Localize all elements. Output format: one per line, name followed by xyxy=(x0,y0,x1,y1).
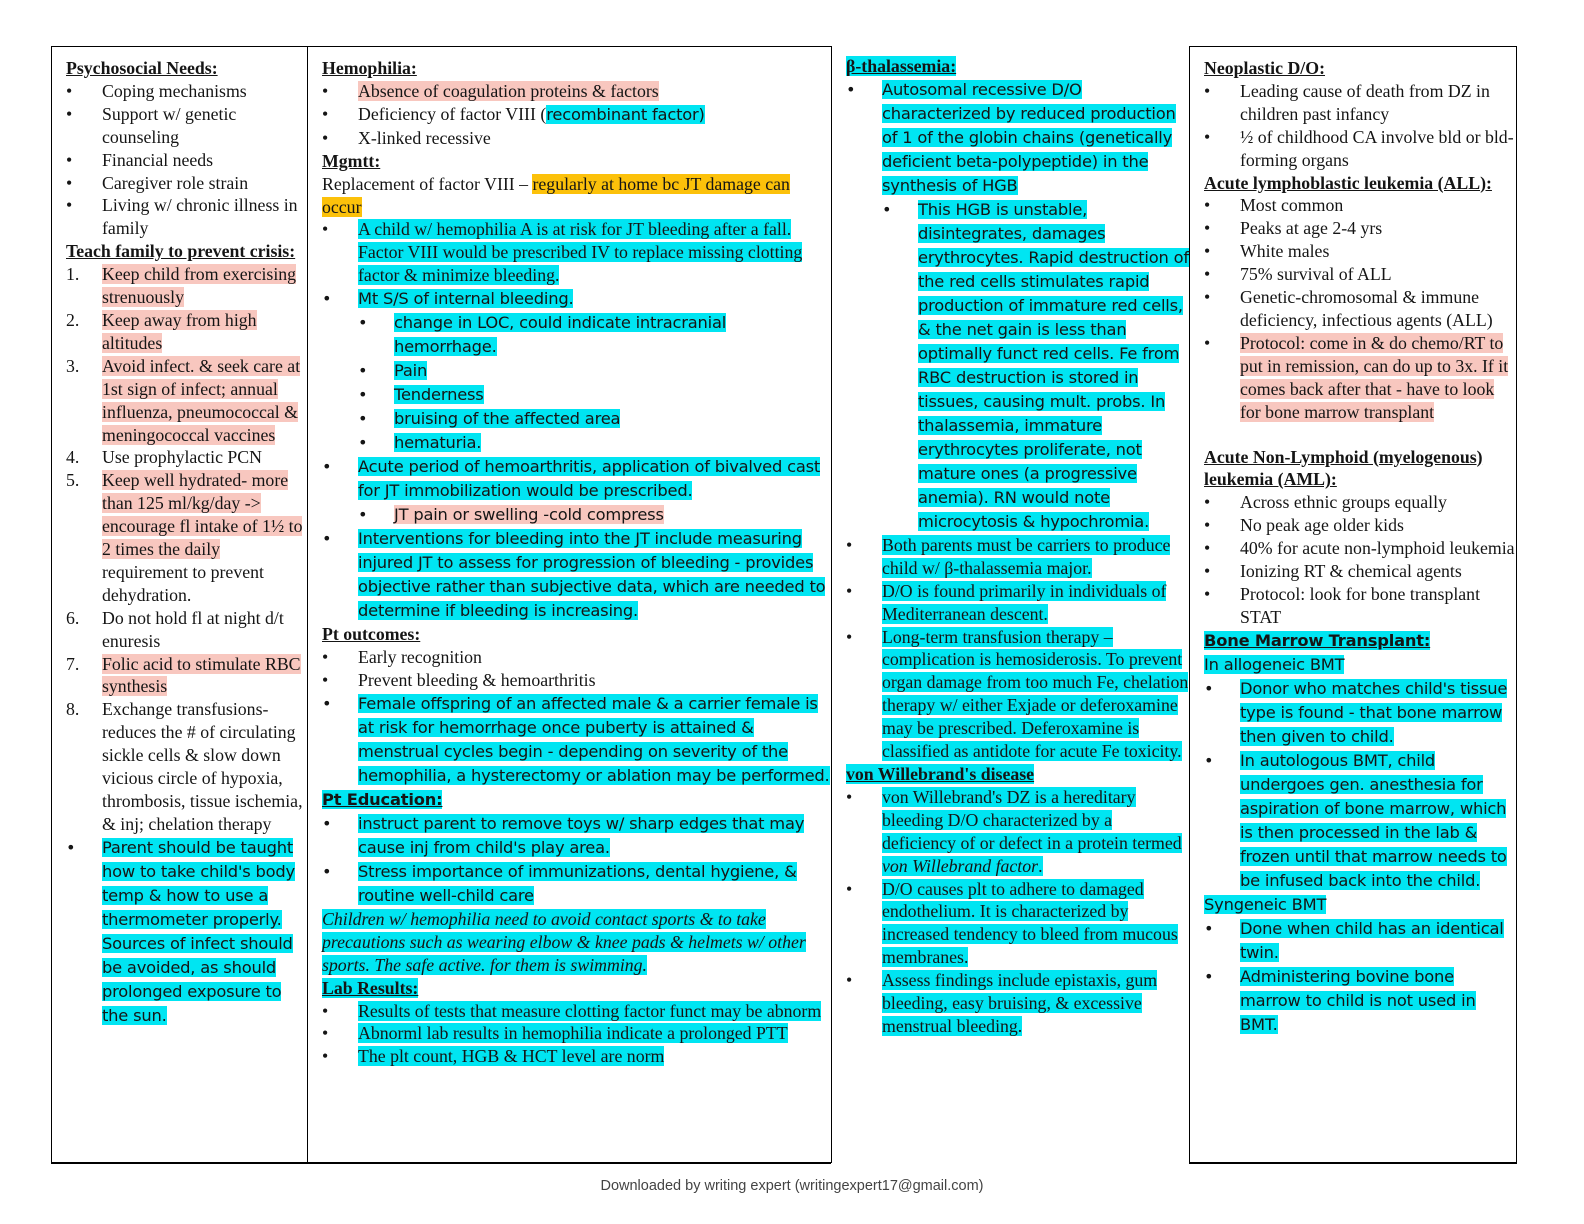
section-heading xyxy=(322,977,831,1000)
list-item-text xyxy=(1240,514,1516,537)
list-item-text xyxy=(1240,80,1516,126)
highlighted-text: Parent should be taught how to take child's body temp & how to use a thermometer properly. Sources of infect should be avoided, as should prolonged exposure to the sun. xyxy=(102,837,295,1025)
list-item xyxy=(846,78,1189,198)
bullet-icon: • xyxy=(322,669,329,690)
list-item-text xyxy=(358,812,831,860)
column-psychosocial xyxy=(51,46,307,1164)
bullet-icon: • xyxy=(322,813,332,833)
bullet-icon: • xyxy=(1204,218,1211,239)
section-heading-text: von Willebrand's disease xyxy=(846,763,1035,784)
list-item xyxy=(1204,286,1516,332)
list-item xyxy=(66,172,307,195)
list-item xyxy=(846,534,1189,580)
list-item xyxy=(322,646,831,669)
bullet-icon: • xyxy=(358,409,368,429)
list-item-text xyxy=(102,653,307,699)
section-heading xyxy=(322,57,831,80)
list-item xyxy=(66,194,307,240)
highlighted-text: Long-term transfusion therapy – complication is hemosiderosis. To prevent organ damage from too much Fe, chelation therapy w/ either Exjade or deferoxamine may be prescribed. Deferoxamine is classified as antidote for acute Fe toxicity. xyxy=(882,626,1189,762)
highlighted-text: Interventions for bleeding into the JT include measuring injured JT to assess for progression of bleeding - provides objective rather than subjective data, which are needed to determine if bleeding is increasing. xyxy=(358,529,826,621)
highlighted-text: A child w/ hemophilia A is at risk for JT bleeding after a fall. Factor VIII would be prescribed IV to replace missing clotting factor & minimize bleeding. xyxy=(358,219,803,286)
bullet-icon: • xyxy=(322,80,329,101)
bullet-icon: • xyxy=(66,149,73,170)
sub-list-item xyxy=(322,503,831,527)
bullet-icon: • xyxy=(1204,126,1211,147)
list-item xyxy=(322,860,831,908)
list-number: 2. xyxy=(66,309,80,330)
list-item xyxy=(1204,217,1516,240)
highlighted-text: hematuria. xyxy=(394,433,482,453)
highlighted-text: Abnorml lab results in hemophilia indicate a prolonged PTT xyxy=(358,1023,788,1044)
paragraph xyxy=(322,173,831,219)
bullet-icon: • xyxy=(322,457,332,477)
text-run: Caregiver role strain xyxy=(102,172,249,193)
section-heading xyxy=(846,763,1189,786)
list-item-text xyxy=(358,1000,831,1023)
bullet-icon: • xyxy=(1204,538,1211,559)
section-heading xyxy=(66,240,307,263)
list-item-text xyxy=(102,149,307,172)
highlighted-text: Pain xyxy=(394,361,428,381)
list-item-text xyxy=(358,646,831,669)
highlighted-text: regularly at home bc JT damage can occur xyxy=(322,173,790,217)
list-item-text xyxy=(358,455,831,503)
list-number: 8. xyxy=(66,699,80,720)
bullet-icon: • xyxy=(1204,287,1211,308)
list-item xyxy=(1204,80,1516,126)
list-item xyxy=(322,455,831,503)
text-run: Financial needs xyxy=(102,149,214,170)
list-item-text xyxy=(882,969,1189,1038)
list-number: 7. xyxy=(66,653,80,674)
list-item-text xyxy=(102,80,307,103)
bullet-icon: • xyxy=(66,195,73,216)
text-run: Peaks at age 2-4 yrs xyxy=(1240,218,1383,239)
highlighted-text: Administering bovine bone marrow to child is not used in BMT. xyxy=(1240,966,1476,1034)
list-item xyxy=(322,103,831,127)
list-item xyxy=(322,1022,831,1045)
highlighted-text: Keep child from exercising strenuously xyxy=(102,264,297,308)
list-item-text xyxy=(102,469,307,606)
list-item xyxy=(66,469,307,606)
list-item xyxy=(846,969,1189,1038)
text-run: ½ of childhood CA involve bld or bld-forming organs xyxy=(1240,126,1514,170)
bullet-icon: • xyxy=(322,529,332,549)
list-item-text xyxy=(358,287,831,311)
list-item xyxy=(846,580,1189,626)
section-heading-text: Neoplastic D/O: xyxy=(1204,58,1325,78)
section-heading-text: Psychosocial Needs: xyxy=(66,58,218,78)
list-item xyxy=(66,149,307,172)
list-item-text xyxy=(394,311,831,359)
bullet-icon: • xyxy=(322,219,329,240)
column-thalassemia xyxy=(831,46,1189,1163)
list-item-text xyxy=(394,503,831,527)
highlighted-text: Syngeneic BMT xyxy=(1204,894,1327,914)
list-item xyxy=(66,607,307,653)
bullet-icon: • xyxy=(358,385,368,405)
section-heading xyxy=(846,55,1189,78)
text-run: Genetic-chromosomal & immune deficiency, infectious agents (ALL) xyxy=(1240,287,1493,330)
highlighted-text: Autosomal recessive D/O characterized by reduced production of 1 of the globin chains (genetically deficient beta-polypeptide) in the synthesis of HGB xyxy=(882,79,1176,195)
list-item-text xyxy=(1240,583,1516,629)
list-item xyxy=(1204,263,1516,286)
highlighted-text: instruct parent to remove toys w/ sharp edges that may cause inj from child's play area. xyxy=(358,813,805,857)
list-item xyxy=(1204,332,1516,424)
list-item xyxy=(66,309,307,355)
highlighted-text: von Willebrand factor xyxy=(882,855,1039,876)
list-item-text xyxy=(1240,194,1516,217)
text-run: 75% survival of ALL xyxy=(1240,264,1392,285)
list-item xyxy=(1204,194,1516,217)
list-item xyxy=(846,626,1189,763)
list-item xyxy=(1204,126,1516,172)
bullet-icon: • xyxy=(1204,241,1211,262)
highlighted-text: In allogeneic BMT xyxy=(1204,654,1345,674)
section-heading xyxy=(1204,57,1516,80)
bullet-icon: • xyxy=(322,1046,329,1067)
highlighted-text: Protocol: come in & do chemo/RT to put in remission, can do up to 3x. If it comes back after that - have to look for bone marrow transplant xyxy=(1240,332,1509,422)
list-item xyxy=(66,103,307,149)
list-item xyxy=(1204,917,1516,965)
highlighted-text: Done when child has an identical twin. xyxy=(1240,918,1504,962)
section-heading-text: Bone Marrow Transplant: xyxy=(1204,630,1431,650)
list-item-text xyxy=(1240,537,1516,560)
list-item-text xyxy=(1240,263,1516,286)
list-item-text xyxy=(394,431,831,455)
text-run: Deficiency of factor VIII ( xyxy=(358,103,547,124)
list-number: 4. xyxy=(66,447,80,468)
list-item xyxy=(322,812,831,860)
bullet-icon: • xyxy=(1204,678,1214,698)
list-item xyxy=(1204,491,1516,514)
list-item-text xyxy=(358,1045,831,1068)
section-heading-text: Acute Non-Lymphoid (myelogenous) leukemia (AML): xyxy=(1204,446,1483,490)
list-item-text xyxy=(358,127,831,150)
list-item-text xyxy=(394,407,831,431)
highlighted-text: Tenderness xyxy=(394,385,484,405)
list-item-text xyxy=(102,194,307,240)
list-item-text xyxy=(1240,491,1516,514)
bullet-icon: • xyxy=(1204,80,1211,101)
list-item-text xyxy=(358,669,831,692)
bullet-icon: • xyxy=(66,837,76,857)
bullet-icon: • xyxy=(66,172,73,193)
paragraph xyxy=(1204,653,1516,677)
bullet-icon: • xyxy=(1204,750,1214,770)
list-item xyxy=(322,218,831,287)
section-heading-text: Pt outcomes: xyxy=(322,624,421,645)
bullet-icon: • xyxy=(1204,966,1214,986)
list-number: 3. xyxy=(66,355,80,376)
text-run: Support w/ genetic counseling xyxy=(102,103,237,147)
list-item-text xyxy=(102,172,307,195)
highlighted-text: In autologous BMT, child undergoes gen. anesthesia for aspiration of bone marrow, which is then processed in the lab & frozen until that marrow needs to be infused back into the child. xyxy=(1240,750,1507,890)
text-run: 40% for acute non-lymphoid leukemia xyxy=(1240,538,1515,559)
list-item xyxy=(66,355,307,447)
list-item-text xyxy=(102,103,307,149)
list-item xyxy=(66,836,307,1028)
download-footer: Downloaded by writing expert (writingexpert17@gmail.com) xyxy=(600,1178,984,1194)
list-item-text xyxy=(882,626,1189,763)
list-item xyxy=(1204,560,1516,583)
text-run: White males xyxy=(1240,241,1330,262)
list-item xyxy=(1204,537,1516,560)
column-neoplastic xyxy=(1189,46,1517,1164)
bullet-icon: • xyxy=(1204,561,1211,582)
bullet-icon: • xyxy=(846,79,856,99)
bullet-icon: • xyxy=(358,313,368,333)
list-item xyxy=(846,878,1189,970)
section-heading-text: Acute lymphoblastic leukemia (ALL): xyxy=(1204,172,1492,193)
list-item xyxy=(1204,240,1516,263)
sub-list-item xyxy=(322,431,831,455)
list-item-text xyxy=(1240,917,1516,965)
paragraph xyxy=(1204,893,1516,917)
list-item-text xyxy=(102,607,307,653)
bullet-icon: • xyxy=(1204,332,1211,353)
highlighted-text: The plt count, HGB & HCT level are norm xyxy=(358,1046,665,1067)
list-item xyxy=(66,263,307,309)
bullet-icon: • xyxy=(322,1023,329,1044)
highlighted-text: Donor who matches child's tissue type is found - that bone marrow then given to child. xyxy=(1240,678,1508,746)
bullet-icon: • xyxy=(1204,515,1211,536)
section-heading xyxy=(322,623,831,646)
list-item-text xyxy=(102,698,307,835)
study-sheet xyxy=(51,46,1517,1164)
list-item xyxy=(846,786,1189,878)
highlighted-text: D/O is found primarily in individuals of Mediterranean descent. xyxy=(882,580,1167,624)
highlighted-text: . xyxy=(1038,855,1043,876)
list-item xyxy=(1204,514,1516,537)
bullet-icon: • xyxy=(846,626,853,647)
list-item-text xyxy=(358,860,831,908)
list-item xyxy=(66,698,307,835)
bullet-icon: • xyxy=(846,786,853,807)
text-run: Exchange transfusions- reduces the # of circulating sickle cells & slow down vicious circle of hypoxia, thrombosis, tissue ischemia, & inj; chelation therapy xyxy=(102,699,303,834)
bullet-icon: • xyxy=(1204,492,1211,513)
list-item-text xyxy=(394,383,831,407)
sub-list-item xyxy=(322,407,831,431)
list-item-text xyxy=(102,263,307,309)
highlighted-text: bruising of the affected area xyxy=(394,409,621,429)
list-item-text xyxy=(358,218,831,287)
list-item xyxy=(322,80,831,103)
text-run: Protocol: look for bone transplant STAT xyxy=(1240,583,1481,627)
list-item-text xyxy=(102,309,307,355)
bullet-icon: • xyxy=(1204,264,1211,285)
list-item-text xyxy=(882,78,1189,198)
list-item xyxy=(322,527,831,623)
column-hemophilia xyxy=(307,46,831,1164)
list-item xyxy=(66,80,307,103)
list-item xyxy=(322,669,831,692)
list-item-text xyxy=(358,80,831,103)
list-item xyxy=(322,692,831,788)
list-item-text xyxy=(1240,965,1516,1037)
text-run: Do not hold fl at night d/t enuresis xyxy=(102,607,284,651)
sub-list-item xyxy=(322,311,831,359)
list-item xyxy=(322,287,831,311)
bullet-icon: • xyxy=(66,80,73,101)
list-item xyxy=(66,653,307,699)
section-heading xyxy=(322,788,831,812)
list-item-text xyxy=(1240,126,1516,172)
list-item-text xyxy=(102,446,307,469)
text-run: Leading cause of death from DZ in children past infancy xyxy=(1240,80,1490,124)
section-heading xyxy=(66,57,307,80)
list-item-text xyxy=(1240,217,1516,240)
sub-list-item xyxy=(322,359,831,383)
sub-list-item xyxy=(322,383,831,407)
list-item-text xyxy=(358,527,831,623)
highlighted-text: Keep well hydrated- more than 125 ml/kg/day -> xyxy=(102,470,289,514)
bullet-icon: • xyxy=(358,505,368,525)
text-run: Across ethnic groups equally xyxy=(1240,492,1447,513)
section-heading-text: Pt Education: xyxy=(322,789,443,809)
section-heading xyxy=(322,150,831,173)
highlighted-text: Mt S/S of internal bleeding. xyxy=(358,289,574,309)
bullet-icon: • xyxy=(322,127,329,148)
highlighted-text: D/O causes plt to adhere to damaged endothelium. It is characterized by increased tendency to bleed from mucous membranes. xyxy=(882,878,1178,968)
text-run: Early recognition xyxy=(358,647,482,668)
section-heading xyxy=(1204,446,1516,492)
list-item xyxy=(1204,749,1516,893)
section-heading-text: Mgmtt: xyxy=(322,150,381,171)
list-item-text xyxy=(1240,749,1516,893)
highlighted-text: Keep away from high altitudes xyxy=(102,309,257,353)
highlighted-text: Results of tests that measure clotting factor funct may be abnorm xyxy=(358,1000,822,1021)
list-item-text xyxy=(1240,286,1516,332)
text-run: Replacement of factor VIII – xyxy=(322,173,533,194)
bullet-icon: • xyxy=(846,878,853,899)
text-run: requirement to prevent dehydration. xyxy=(102,561,264,605)
list-item-text xyxy=(102,355,307,447)
bullet-icon: • xyxy=(322,861,332,881)
highlighted-text: JT pain or swelling -cold compress xyxy=(394,505,664,525)
list-item xyxy=(322,1000,831,1023)
list-item xyxy=(322,1045,831,1068)
list-item xyxy=(322,127,831,150)
section-heading-text: Hemophilia: xyxy=(322,58,417,78)
list-item-text xyxy=(358,692,831,788)
highlighted-text: Acute period of hemoarthritis, application of bivalved cast for JT immobilization would be prescribed. xyxy=(358,457,821,501)
section-heading-text: β-thalassemia: xyxy=(846,56,957,76)
bullet-icon: • xyxy=(846,580,853,601)
list-item-text xyxy=(358,1022,831,1045)
bullet-icon: • xyxy=(882,199,892,219)
bullet-icon: • xyxy=(322,647,329,668)
list-item xyxy=(66,446,307,469)
highlighted-text: Avoid infect. & seek care at 1st sign of infect; annual influenza, pneumococcal & meningococcal vaccines xyxy=(102,355,301,445)
list-item-text xyxy=(918,198,1189,534)
bullet-icon: • xyxy=(1204,583,1211,604)
highlighted-text: Both parents must be carriers to produce child w/ β-thalassemia major. xyxy=(882,534,1171,578)
highlighted-text: Folic acid to stimulate RBC synthesis xyxy=(102,653,301,697)
highlighted-text: Assess findings include epistaxis, gum bleeding, easy bruising, & excessive menstrual bleeding. xyxy=(882,970,1158,1036)
bullet-icon: • xyxy=(1204,195,1211,216)
text-run: X-linked recessive xyxy=(358,127,491,148)
highlighted-text: recombinant factor) xyxy=(546,104,705,124)
list-item-text xyxy=(882,878,1189,970)
section-heading-text: Lab Results: xyxy=(322,977,419,998)
bullet-icon: • xyxy=(322,289,332,309)
highlighted-text: Stress importance of immunizations, dental hygiene, & routine well-child care xyxy=(358,861,797,905)
list-item-text xyxy=(358,103,831,127)
list-item-text xyxy=(1240,560,1516,583)
list-item-text xyxy=(882,580,1189,626)
list-number: 5. xyxy=(66,470,80,491)
list-item-text xyxy=(882,786,1189,878)
bullet-icon: • xyxy=(358,433,368,453)
highlighted-text: Children w/ hemophilia need to avoid contact sports & to take precautions such as wearing elbow & knee pads & helmets w/ other sports. The safe active. for them is swimming. xyxy=(322,908,806,975)
bullet-icon: • xyxy=(1204,918,1214,938)
list-item xyxy=(1204,583,1516,629)
text-run: Most common xyxy=(1240,195,1344,216)
list-number: 6. xyxy=(66,607,80,628)
highlighted-text: von Willebrand's DZ is a hereditary bleeding D/O characterized by a deficiency of or defect in a protein termed xyxy=(882,786,1182,853)
section-heading xyxy=(1204,629,1516,653)
spacer xyxy=(1204,424,1516,446)
highlighted-text: change in LOC, could indicate intracranial hemorrhage. xyxy=(394,313,727,357)
text-run: Ionizing RT & chemical agents xyxy=(1240,561,1462,582)
bullet-icon: • xyxy=(322,1000,329,1021)
text-run: Coping mechanisms xyxy=(102,80,247,101)
text-run: Use prophylactic PCN xyxy=(102,447,263,468)
sub-list-item xyxy=(846,198,1189,534)
list-item-text xyxy=(882,534,1189,580)
list-item-text xyxy=(394,359,831,383)
text-run: No peak age older kids xyxy=(1240,515,1404,536)
paragraph xyxy=(322,908,831,977)
bullet-icon: • xyxy=(322,103,329,124)
list-item xyxy=(1204,965,1516,1037)
highlighted-text: Female offspring of an affected male & a carrier female is at risk for hemorrhage once puberty is attained & menstrual cycles begin - depending on severity of the hemophilia, a hysterectomy or ablation may be performed. xyxy=(358,693,830,785)
list-item-text xyxy=(1240,240,1516,263)
highlighted-text: This HGB is unstable, disintegrates, damages erythrocytes. Rapid destruction of the red cells stimulates rapid production of immature red cells, & the net gain is less than optimally funct red cells. Fe from RBC destruction is stored in tissues, causing mult. probs. In thalassemia, immature erythrocytes proliferate, not mature ones (a progressive anemia). RN would note microcytosis & hypochromia. xyxy=(918,199,1189,531)
text-run: Living w/ chronic illness in family xyxy=(102,195,298,239)
section-heading-text: Teach family to prevent crisis: xyxy=(66,241,296,262)
bullet-icon: • xyxy=(358,361,368,381)
list-item-text xyxy=(1240,332,1516,424)
text-run: Prevent bleeding & hemoarthritis xyxy=(358,669,596,690)
list-item xyxy=(1204,677,1516,749)
list-item-text xyxy=(102,836,307,1028)
bullet-icon: • xyxy=(846,970,853,991)
section-heading xyxy=(1204,172,1516,195)
list-number: 1. xyxy=(66,264,80,285)
bullet-icon: • xyxy=(66,103,73,124)
highlighted-text: Absence of coagulation proteins & factors xyxy=(358,80,659,101)
bullet-icon: • xyxy=(846,534,853,555)
highlighted-text: encourage fl intake of 1½ to 2 times the daily xyxy=(102,516,303,560)
list-item-text xyxy=(1240,677,1516,749)
bullet-icon: • xyxy=(322,693,332,713)
